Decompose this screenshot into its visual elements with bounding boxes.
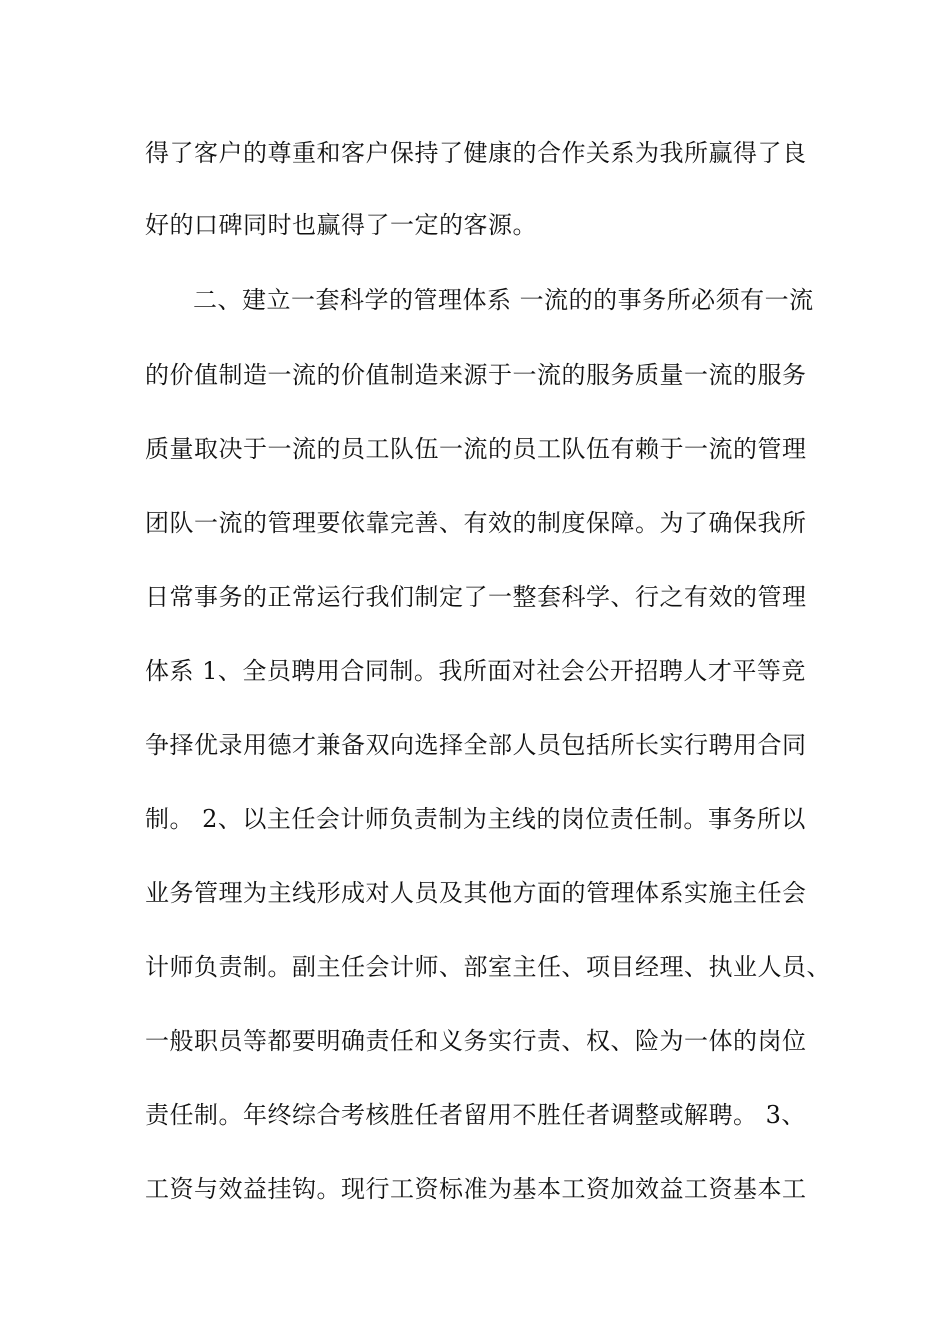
- text-line: 制。 2、以主任会计师负责制为主线的岗位责任制。事务所以: [145, 805, 806, 833]
- text-line: 得了客户的尊重和客户保持了健康的合作关系为我所赢得了良: [145, 139, 807, 167]
- text-line: 体系 1、全员聘用合同制。我所面对社会公开招聘人才平等竞: [145, 657, 806, 685]
- text-line: 工资与效益挂钩。现行工资标准为基本工资加效益工资基本工: [145, 1175, 807, 1203]
- text-line: 计师负责制。副主任会计师、部室主任、项目经理、执业人员、: [145, 953, 831, 981]
- text-line: 争择优录用德才兼备双向选择全部人员包括所长实行聘用合同: [145, 731, 807, 759]
- text-line: 好的口碑同时也赢得了一定的客源。: [145, 211, 537, 239]
- text-line: 的价值制造一流的价值制造来源于一流的服务质量一流的服务: [145, 361, 807, 389]
- text-line: 质量取决于一流的员工队伍一流的员工队伍有赖于一流的管理: [145, 435, 807, 463]
- text-line: 团队一流的管理要依靠完善、有效的制度保障。为了确保我所: [145, 509, 807, 537]
- text-line: 日常事务的正常运行我们制定了一整套科学、行之有效的管理: [145, 583, 807, 611]
- text-line: 业务管理为主线形成对人员及其他方面的管理体系实施主任会: [145, 879, 807, 907]
- section-heading-line: 二、建立一套科学的管理体系 一流的的事务所必须有一流: [193, 286, 814, 314]
- text-line: 一般职员等都要明确责任和义务实行责、权、险为一体的岗位: [145, 1027, 807, 1055]
- text-line: 责任制。年终综合考核胜任者留用不胜任者调整或解聘。 3、: [145, 1101, 806, 1129]
